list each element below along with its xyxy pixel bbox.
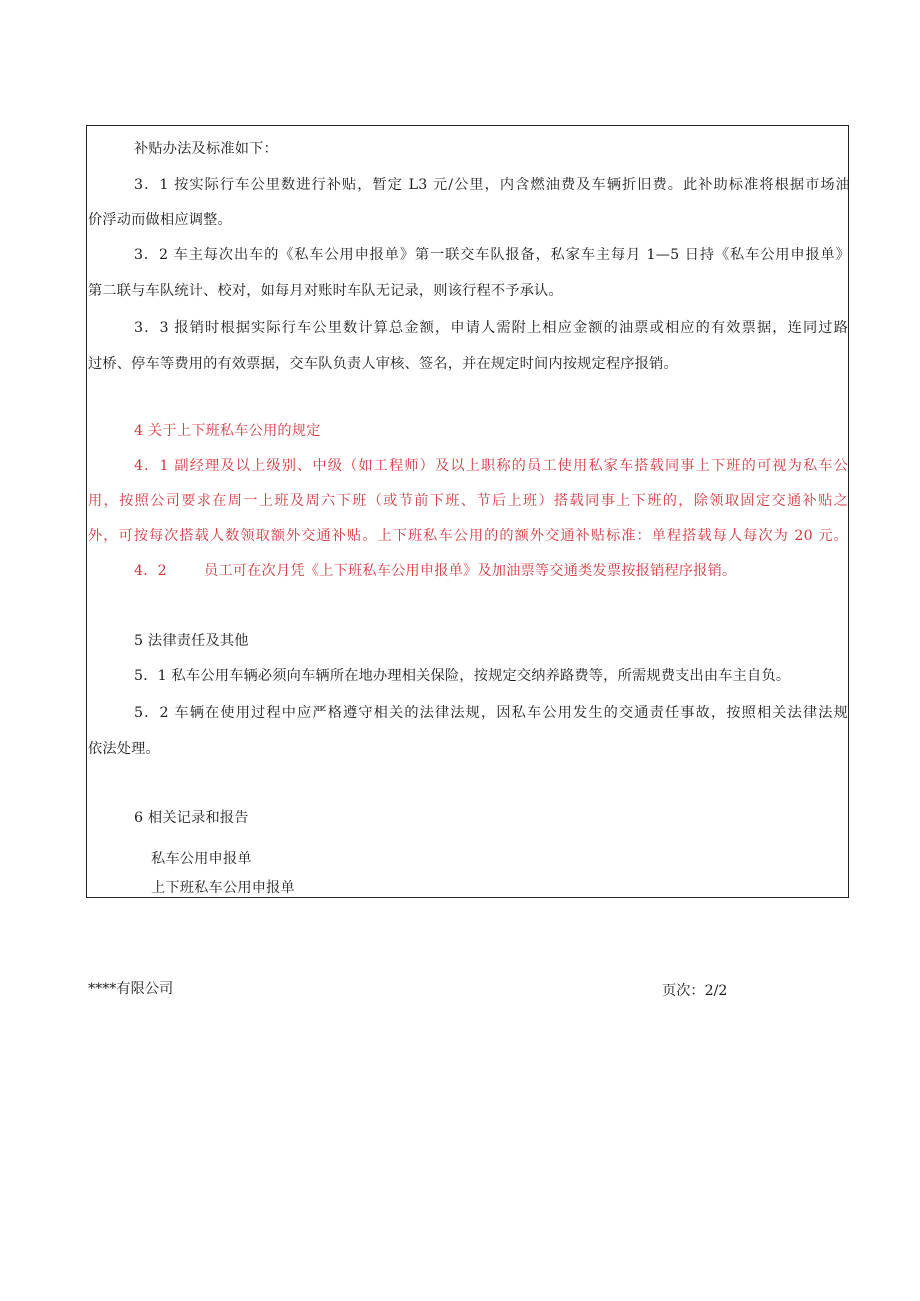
clause-5-1: 5．1 私车公用车辆必须向车辆所在地办理相关保险，按规定交纳养路费等，所需规费支出由车主自负。 <box>134 668 791 684</box>
clause-3-1-line-1: 3．1 按实际行车公里数进行补贴，暂定 L3 元/公里，内含燃油费及车辆折旧费。此补助标准将根据市场油 <box>134 177 850 193</box>
clause-4-1-line-3: 外，可按每次搭载人数领取额外交通补贴。上下班私车公用的的额外交通补贴标准：单程搭载每人每次为 20 元。 <box>88 528 848 544</box>
clause-3-3-line-2: 过桥、停车等费用的有效票据，交车队负责人审核、签名，并在规定时间内按规定程序报销。 <box>88 356 678 372</box>
intro-line: 补贴办法及标准如下： <box>134 141 278 157</box>
section-6-title: 6 相关记录和报告 <box>134 810 249 826</box>
clause-3-2-line-1: 3．2 车主每次出车的《私车公用申报单》第一联交车队报备，私家车主每月 1—5 日持《私车公用申报单》 <box>134 247 850 263</box>
section-5-title: 5 法律责任及其他 <box>134 633 249 649</box>
clause-4-2-number: 4．2 <box>134 563 167 579</box>
clause-5-2-line-2: 依法处理。 <box>88 741 160 757</box>
clause-4-1-line-1: 4．1 副经理及以上级别、中级（如工程师）及以上职称的员工使用私家车搭载同事上下班的可视为私车公 <box>134 458 848 474</box>
clause-5-2-line-1: 5．2 车辆在使用过程中应严格遵守相关的法律法规，因私车公用发生的交通责任事故，按照相关法律法规 <box>134 705 848 721</box>
footer-company: ****有限公司 <box>88 981 174 997</box>
footer-page-number: 页次：2/2 <box>662 983 728 999</box>
clause-3-2-line-2: 第二联与车队统计、校对，如每月对账时车队无记录，则该行程不予承认。 <box>88 283 563 299</box>
record-item-2: 上下班私车公用申报单 <box>151 880 295 896</box>
clause-3-3-line-1: 3．3 报销时根据实际行车公里数计算总金额，申请人需附上相应金额的油票或相应的有效票据，连同过路 <box>134 320 848 336</box>
section-4-title: 4 关于上下班私车公用的规定 <box>134 423 321 439</box>
clause-4-2-text: 员工可在次月凭《上下班私车公用申报单》及加油票等交通类发票按报销程序报销。 <box>204 563 737 579</box>
record-item-1: 私车公用申报单 <box>151 851 252 867</box>
clause-4-1-line-2: 用，按照公司要求在周一上班及周六下班（或节前下班、节后上班）搭载同事上下班的，除领取固定交通补贴之 <box>88 493 848 509</box>
content-frame <box>86 125 849 898</box>
clause-3-1-line-2: 价浮动而做相应调整。 <box>88 212 232 228</box>
